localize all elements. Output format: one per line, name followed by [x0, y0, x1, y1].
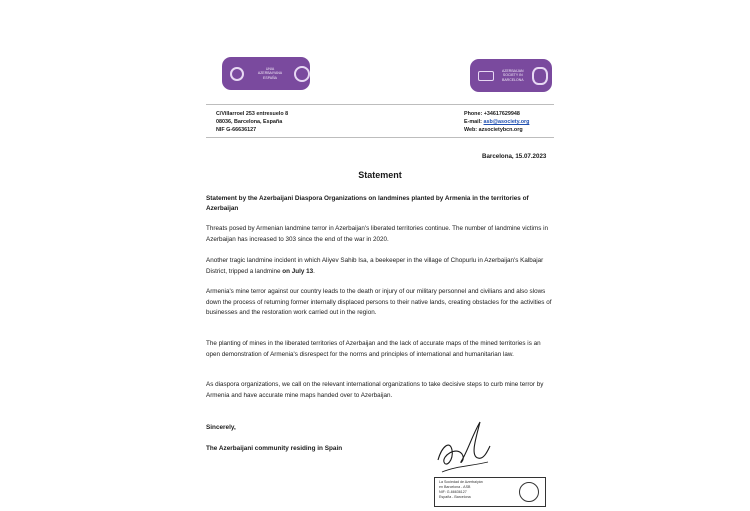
closing-sincerely: Sincerely,	[206, 424, 236, 431]
emblem-circle-icon	[230, 67, 244, 81]
sender-address: C/Villarroel 253 entresuelo 8 08036, Barcelona, España NIF G-66636127	[216, 111, 289, 133]
header-divider-bottom	[206, 137, 554, 138]
crest-emblem-icon	[532, 67, 548, 85]
document-date: Barcelona, 15.07.2023	[482, 153, 547, 160]
paragraph-call-to-action: As diaspora organizations, we call on the relevant international organizations to take decisive steps to curb mine terror by Armenia and have accurate mine maps handed over to Azerbaijan.	[206, 381, 544, 399]
signature-stroke	[438, 422, 490, 464]
signature-underline	[442, 462, 488, 472]
flag-emblem-icon	[478, 71, 494, 81]
email-line: E-mail: asb@asociety.org	[464, 119, 530, 125]
paragraph-mine-terror: Armenia's mine terror against our country leads to the death or injury of our military personnel and civilians and also slows down the process of returning former internally displaced persons to their native lands, creating obstacles for the activities of businesses and the restoration work carried out in the region.	[206, 288, 552, 316]
document-title: Statement	[358, 170, 402, 180]
handwritten-signature	[432, 416, 494, 480]
paragraph-incident: Another tragic landmine incident in which Aliyev Sahib Isa, a beekeeper in the village of Chopurlu in Azerbaijan's Kalbajar District, tripped a landmine on July 13.	[206, 257, 544, 275]
signatory-name: The Azerbaijani community residing in Spain	[206, 445, 343, 452]
header-divider-top	[206, 104, 554, 105]
statement-subject: Statement by the Azerbaijani Diaspora Organizations on landmines planted by Armenia in the territories of Azerbaijan	[206, 195, 529, 212]
logo-right-text: AZERBAIJAN SOCIETY IN BARCELONA	[502, 68, 524, 82]
organization-stamp	[434, 477, 546, 507]
paragraph-mine-maps: The planting of mines in the liberated territories of Azerbaijan and the lack of accurate maps of the mined territories is an open demonstration of Armenia's disrespect for the norms and principles of international and humanitarian law.	[206, 340, 541, 358]
stamp-seal-icon	[519, 482, 539, 502]
azerbaijan-society-barcelona-logo	[470, 59, 552, 92]
azerbaijani-union-spain-logo	[222, 57, 310, 90]
stamp-text: La Sociedad de Azerbaiyán en Barcelona - ASB NIF: G-66636127 España - Barcelona	[439, 480, 483, 499]
sender-contact	[464, 110, 529, 134]
paragraph-landmine-threats: Threats posed by Armenian landmine terror in Azerbaijan's liberated territories continue. The number of landmine victims in Azerbaijan has increased to 303 since the end of the war in 2020.	[206, 225, 548, 243]
email-link[interactable]: asb@asociety.org	[483, 119, 530, 125]
website: Web: azsocietybcn.org	[464, 127, 523, 133]
logo-left-text: UNIA AZERBAIYANA ESPAÑA	[257, 66, 283, 80]
flower-emblem-icon	[294, 66, 310, 82]
phone-number: Phone: +34617629948	[464, 111, 520, 117]
